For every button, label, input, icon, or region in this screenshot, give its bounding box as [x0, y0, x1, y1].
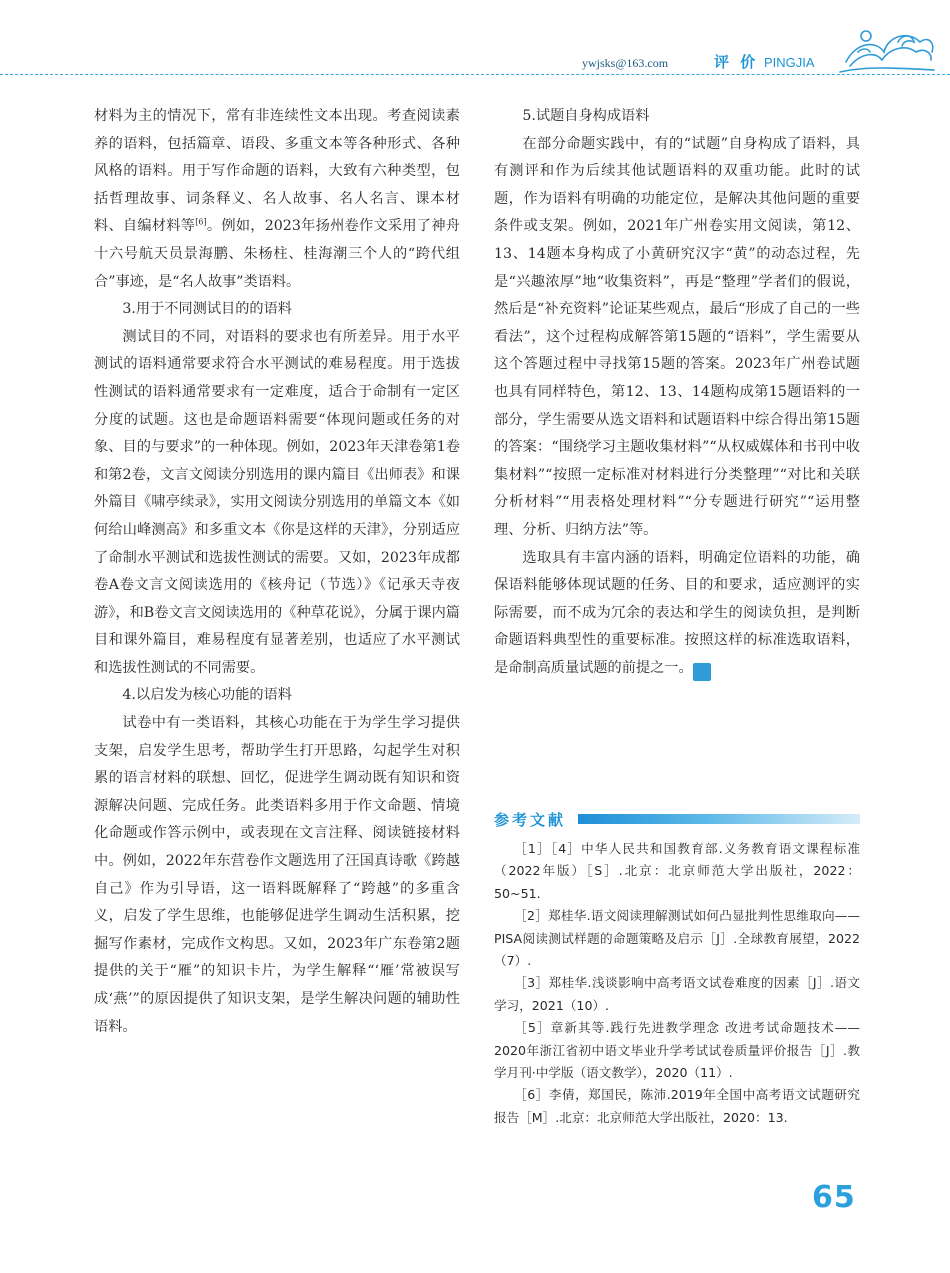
left-column — [94, 103, 460, 1041]
section-label-en: PINGJIA — [764, 55, 815, 70]
reference-item: ［6］李倩，郑国民，陈沛.2019年全国中高考语文试题研究报告［M］.北京：北京师范大学出版社，2020：13. — [494, 1087, 860, 1125]
section-heading: 4.以启发为核心功能的语料 — [122, 687, 292, 704]
article-end-mark: 语 — [693, 663, 711, 681]
header-divider — [0, 74, 950, 75]
paragraph: 试卷中有一类语料，其核心功能在于为学生学习提供支架，启发学生思考，帮助学生打开思路，勾起学生对积累的语言材料的联想、回忆，促进学生调动既有知识和资源解决问题、完成任务。此类语料多用于作文命题、情境化命题或作答示例中，或表现在文言注释、阅读链接材料中。例如，2022年东营卷作文题选用了汪国真诗歌《跨越自己》作为引导语，这一语料既解释了“跨越”的多重含义，启发了学生思维，也能够促进学生调动生活积累，挖掘写作素材，完成作文构思。又如，2023年广东卷第2题提供的关于“雁”的知识卡片，为学生解释“‘雁’常被误写成‘燕’”的原因提供了知识支架，是学生解决问题的辅助性语料。 — [94, 715, 460, 1035]
reference-item: ［5］章新其等.践行先进教学理念 改进考试命题技术——2020年浙江省初中语文毕业升学考试试卷质量评价报告［J］.教学月刊·中学版（语文教学），2020（11）. — [494, 1020, 860, 1081]
right-column — [494, 103, 860, 682]
section-heading: 5.试题自身构成语料 — [522, 108, 650, 124]
page-header — [0, 0, 950, 78]
paragraph: 在部分命题实践中，有的“试题”自身构成了语料，具有测评和作为后续其他试题语料的双重功能。此时的试题，作为语料有明确的功能定位，是解决其他问题的重要条件或支架。例如，2021年广州卷实用文阅读，第12、13、14题本身构成了小黄研究汉字“黄”的动态过程，先是“兴趣浓厚”地“收集资料”，再是“整理”学者们的假说，然后是“补充资料”论证某些观点，最后“形成了自己的一些看法”，这个过程构成解答第15题的“语料”，学生需要从这个答题过程中寻找第15题的答案。2023年广州卷试题也具有同样特色，第12、13、14题构成第15题语料的一部分，学生需要从选文语料和试题语料中综合得出第15题的答案：“围绕学习主题收集材料”“从权威媒体和书刊中收集材料”“按照一定标准对材料进行分类整理”“对比和关联分析材料”“用表格处理材料”“分专题进行研究”“运用整理、分析、归纳方法”等。 — [494, 135, 860, 538]
references-title: 参考文献 — [494, 811, 567, 829]
reference-item: ［1］［4］中华人民共和国教育部.义务教育语文课程标准（2022年版）［S］.北京：北京师范大学出版社，2022：50~51. — [494, 841, 860, 901]
reference-item: ［2］郑桂华.语文阅读理解测试如何凸显批判性思维取向——PISA阅读测试样题的命题策略及启示［J］.全球教育展望，2022（7）. — [494, 908, 860, 969]
citation-mark: [6] — [195, 217, 207, 227]
reference-item: ［3］郑桂华.浅谈影响中高考语文试卷难度的因素［J］.语文学习，2021（10）. — [494, 975, 860, 1013]
references-list — [494, 838, 860, 1129]
paragraph: 选取具有丰富内涵的语料，明确定位语料的功能，确保语料能够体现试题的任务、目的和要求，适应测评的实际需要，而不成为冗余的表达和学生的阅读负担，是判断命题语料典型性的重要标准。按照这样的标准选取语料，是命制高质量试题的前提之一。 语 — [494, 545, 860, 683]
section-heading: 3.用于不同测试目的的语料 — [122, 301, 292, 318]
contact-email: ywjsks@163.com — [582, 56, 669, 70]
references-title-bar — [578, 814, 860, 824]
section-label-cn: 评 价 — [714, 53, 759, 71]
paragraph: 测试目的不同，对语料的要求也有所差异。用于水平测试的语料通常要求符合水平测试的难易程度。用于选拔性测试的语料通常要求有一定难度，适合于命制有一定区分度的试题。这也是命题语料需要“体现问题或任务的对象、目的与要求”的一种体现。例如，2023年天津卷第1卷和第2卷，文言文阅读分别选用的课内篇目《出师表》和课外篇目《啸亭续录》，实用文阅读分别选用的单篇文本《如何给山峰测高》和多重文本《你是这样的天津》，分别适应了命制水平测试和选拔性测试的需要。又如，2023年成都卷A卷文言文阅读选用的《核舟记（节选）》《记承天寺夜游》，和B卷文言文阅读选用的《种草花说》，分属于课内篇目和课外篇目，难易程度有显著差别，也适应了水平测试和选拔性测试的不同需要。 — [94, 328, 460, 676]
page-number: 65 — [812, 1180, 856, 1215]
wave-cloud-icon — [836, 22, 936, 77]
paragraph: 材料为主的情况下，常有非连续性文本出现。考查阅读素养的语料，包括篇章、语段、多重文本等各种形式、各种风格的语料。用于写作命题的语料，大致有六种类型，包括哲理故事、词条释义、名人故事、名人名言、课本材料、自编材料等[6]。例如，2023年扬州卷作文采用了神舟十六号航天员景海鹏、朱杨柱、桂海潮三个人的“跨代组合”事迹，是“名人故事”类语料。 — [94, 108, 460, 290]
